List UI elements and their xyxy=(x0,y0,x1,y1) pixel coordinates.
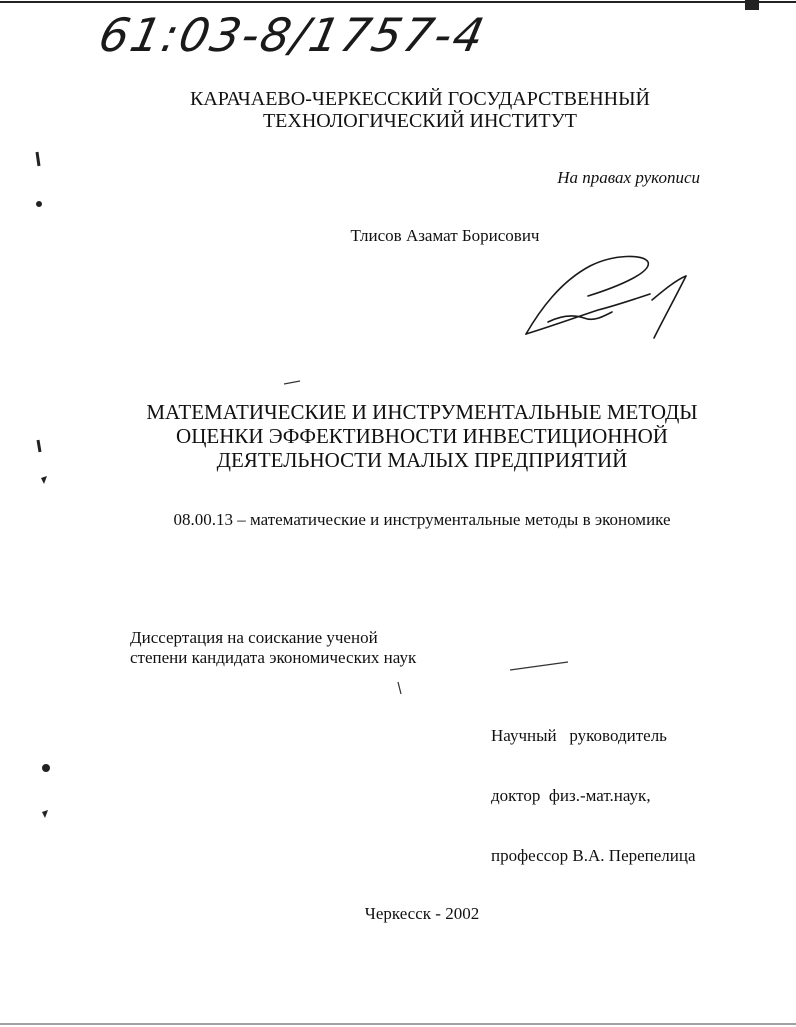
institute-line-1: КАРАЧАЕВО-ЧЕРКЕССКИЙ ГОСУДАРСТВЕННЫЙ xyxy=(190,88,650,110)
advisor-line-3: профессор В.А. Перепелица xyxy=(491,846,696,865)
margin-mark-1 xyxy=(37,152,39,166)
dissertation-degree xyxy=(130,628,416,668)
dissertation-title xyxy=(0,400,796,472)
advisor-line-1: Научный руководитель xyxy=(491,726,667,745)
title-line-2: ОЦЕНКИ ЭФФЕКТИВНОСТИ ИНВЕСТИЦИОННОЙ xyxy=(176,424,668,448)
margin-mark-2 xyxy=(36,201,42,207)
margin-mark-4 xyxy=(41,476,47,484)
manuscript-rights-note: На правах рукописи xyxy=(557,168,700,187)
advisor-line-2: доктор физ.-мат.наук, xyxy=(491,786,651,805)
signature xyxy=(526,256,686,338)
author-name: Тлисов Азамат Борисович xyxy=(350,226,540,245)
stray-stroke-3 xyxy=(398,682,401,694)
margin-mark-5 xyxy=(42,764,50,772)
stray-stroke-2 xyxy=(510,662,568,670)
archive-number-handwritten: 61:03-8/1757-4 xyxy=(94,8,491,62)
institute-line-2: ТЕХНОЛОГИЧЕСКИЙ ИНСТИТУТ xyxy=(262,110,578,132)
degree-line-2: степени кандидата экономических наук xyxy=(130,648,417,667)
stray-stroke-1 xyxy=(284,381,300,384)
scientific-advisor xyxy=(491,686,696,886)
specialty-code: 08.00.13 – математические и инструментальные методы в экономике xyxy=(173,510,671,529)
top-right-corner-mark xyxy=(745,0,759,10)
city-year: Черкесск - 2002 xyxy=(364,904,480,923)
institute-name xyxy=(0,88,796,132)
title-line-3: ДЕЯТЕЛЬНОСТИ МАЛЫХ ПРЕДПРИЯТИЙ xyxy=(216,448,628,472)
margin-mark-6 xyxy=(42,810,48,818)
title-line-1: МАТЕМАТИЧЕСКИЕ И ИНСТРУМЕНТАЛЬНЫЕ МЕТОДЫ xyxy=(146,400,698,424)
degree-line-1: Диссертация на соискание ученой xyxy=(130,628,378,647)
